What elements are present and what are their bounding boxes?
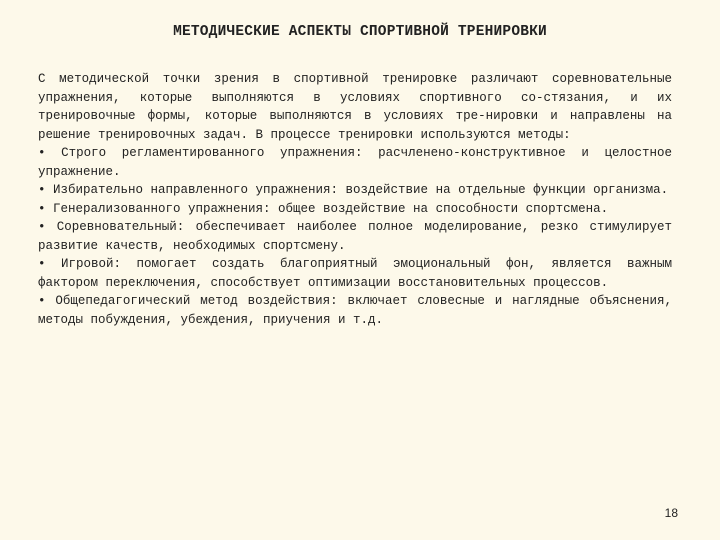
method-item: • Генерализованного упражнения: общее воздействие на способности спортсмена. (38, 201, 609, 216)
body-text (38, 70, 672, 329)
method-item: • Общепедагогический метод воздействия: включает словесные и наглядные объяснения, методы побуждения, убеждения, приучения и т.д. (38, 294, 672, 327)
intro-paragraph: С методической точки зрения в спортивной тренировке различают соревновательные упражнения, которые выполняются в условиях спортивного со-стязания, и их тренировочные формы, которые выполняются в условиях тре-нировки и направлены на решение тренировочных задач. В процессе тренировки используются методы: (38, 72, 672, 142)
method-item: • Игровой: помогает создать благоприятный эмоциональный фон, является важным фактором переключения, способствует оптимизации восстановительных процессов. (38, 257, 672, 290)
method-item: • Строго регламентированного упражнения: расчленено-конструктивное и целостное упражнение. (38, 146, 672, 179)
page-number: 18 (664, 506, 678, 520)
method-item: • Избирательно направленного упражнения: воздействие на отдельные функции организма. (38, 183, 669, 197)
method-item: • Соревновательный: обеспечивает наиболее полное моделирование, резко стимулирует развитие качеств, необходимых спортсмену. (38, 220, 672, 253)
page-title: МЕТОДИЧЕСКИЕ АСПЕКТЫ СПОРТИВНОЙ ТРЕНИРОВКИ (173, 24, 547, 40)
